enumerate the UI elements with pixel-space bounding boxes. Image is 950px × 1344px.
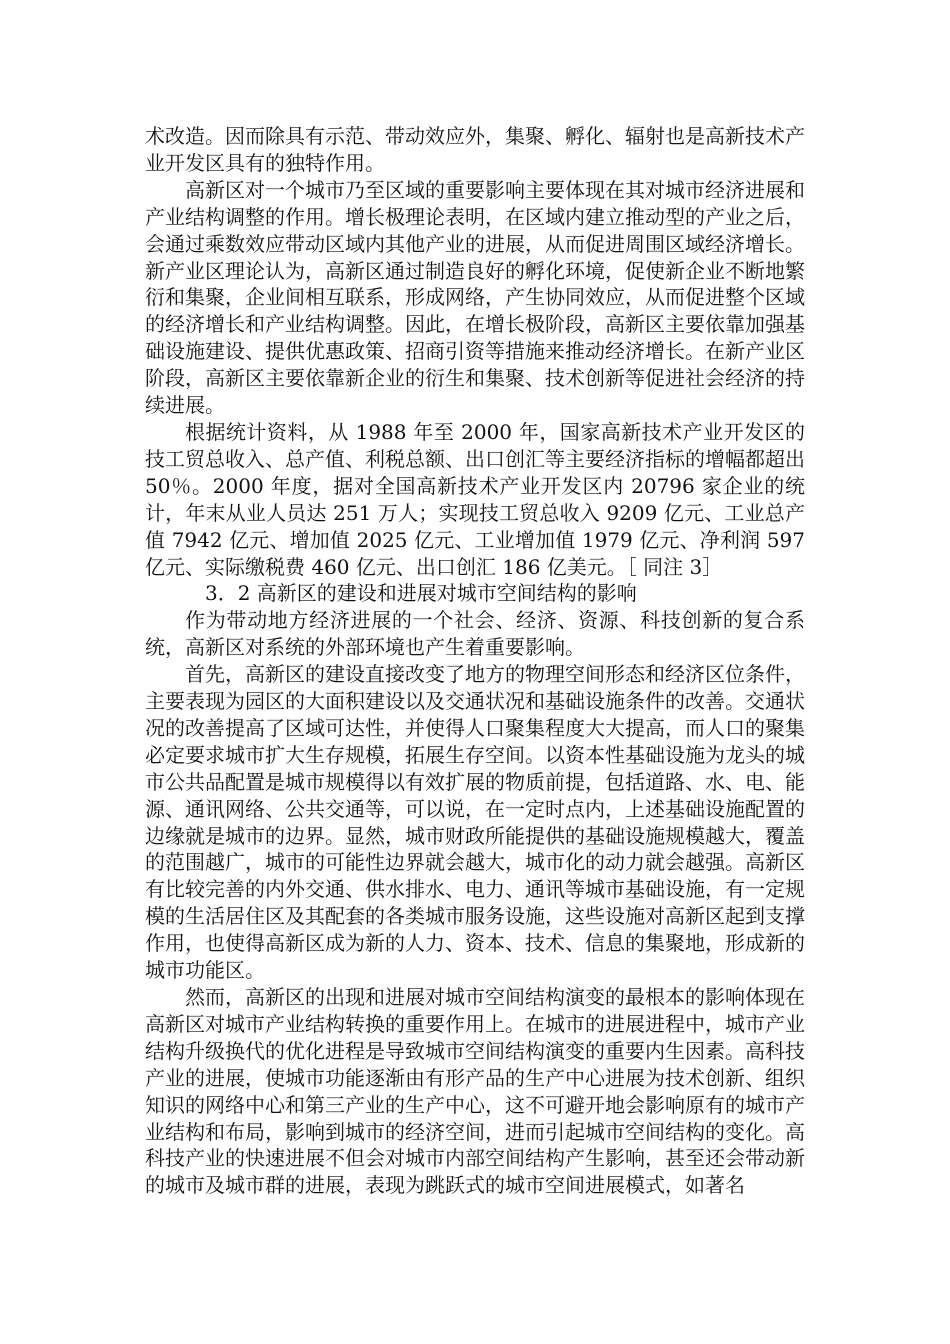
paragraph-high-tech-zone-impact: 高新区对一个城市乃至区域的重要影响主要体现在其对城市经济进展和产业结构调整的作用。增长极理论表明，在区域内建立推动型的产业之后，会通过乘数效应带动区域内其他产业的进展，从而促进周围区域经济增长。新产业区理论认为，高新区通过制造良好的孵化环境，促使新企业不断地繁衍和集聚，企业间相互联系，形成网络，产生协同效应，从而促进整个区域的经济增长和产业结构调整。因此，在增长极阶段，高新区主要依靠加强基础设施建设、提供优惠政策、招商引资等措施来推动经济增长。在新产业区阶段，高新区主要依靠新企业的衍生和集聚、技术创新等促进社会经济的持续进展。 <box>145 177 805 418</box>
paragraph-physical-space: 首先，高新区的建设直接改变了地方的物理空间形态和经济区位条件，主要表现为园区的大面积建设以及交通状况和基础设施条件的改善。交通状况的改善提高了区域可达性，并使得人口聚集程度大大提高，而人口的聚集必定要求城市扩大生存规模，拓展生存空间。以资本性基础设施为龙头的城市公共品配置是城市规模得以有效扩展的物质前提，包括道路、水、电、能源、通讯网络、公共交通等，可以说，在一定时点内，上述基础设施配置的边缘就是城市的边界。显然，城市财政所能提供的基础设施规模越大，覆盖的范围越广，城市的可能性边界就会越大，城市化的动力就会越强。高新区有比较完善的内外交通、供水排水、电力、通讯等城市基础设施，有一定规模的生活居住区及其配套的各类城市服务设施，这些设施对高新区起到支撑作用，也使得高新区成为新的人力、资本、技术、信息的集聚地，形成新的城市功能区。 <box>145 662 805 983</box>
document-body <box>145 123 805 1199</box>
paragraph-statistics: 根据统计资料，从 1988 年至 2000 年，国家高新技术产业开发区的技工贸总收入、总产值、利税总额、出口创汇等主要经济指标的增幅都超出 50％。2000 年度，据对全国高新技术产业开发区内 20796 家企业的统计，年末从业人员达 251 万人；实现技工贸总收入 9209 亿元、工业总产值 7942 亿元、增加值 2025 亿元、工业增加值 1979 亿元、净利润 597 亿元、实际缴税费 460 亿元、出口创汇 186 亿美元。［ 同注 3］ <box>145 419 805 579</box>
paragraph-industrial-structure: 然而，高新区的出现和进展对城市空间结构演变的最根本的影响体现在高新区对城市产业结构转换的重要作用上。在城市的进展进程中，城市产业结构升级换代的优化进程是导致城市空间结构演变的重要内生因素。高科技产业的进展，使城市功能逐渐由有形产品的生产中心进展为技术创新、组织知识的网络中心和第三产业的生产中心，这不可避开地会影响原有的城市产业结构和布局，影响到城市的经济空间，进而引起城市空间结构的变化。高科技产业的快速进展不但会对城市内部空间结构产生影响，甚至还会带动新的城市及城市群的进展，表现为跳跃式的城市空间进展模式，如著名 <box>145 985 805 1198</box>
paragraph-composite-system: 作为带动地方经济进展的一个社会、经济、资源、科技创新的复合系统，高新区对系统的外部环境也产生着重要影响。 <box>145 608 805 660</box>
paragraph-continuation: 术改造。因而除具有示范、带动效应外，集聚、孵化、辐射也是高新技术产业开发区具有的独特作用。 <box>145 124 805 175</box>
section-heading: 3．2 高新区的建设和进展对城市空间结构的影响 <box>205 581 637 606</box>
